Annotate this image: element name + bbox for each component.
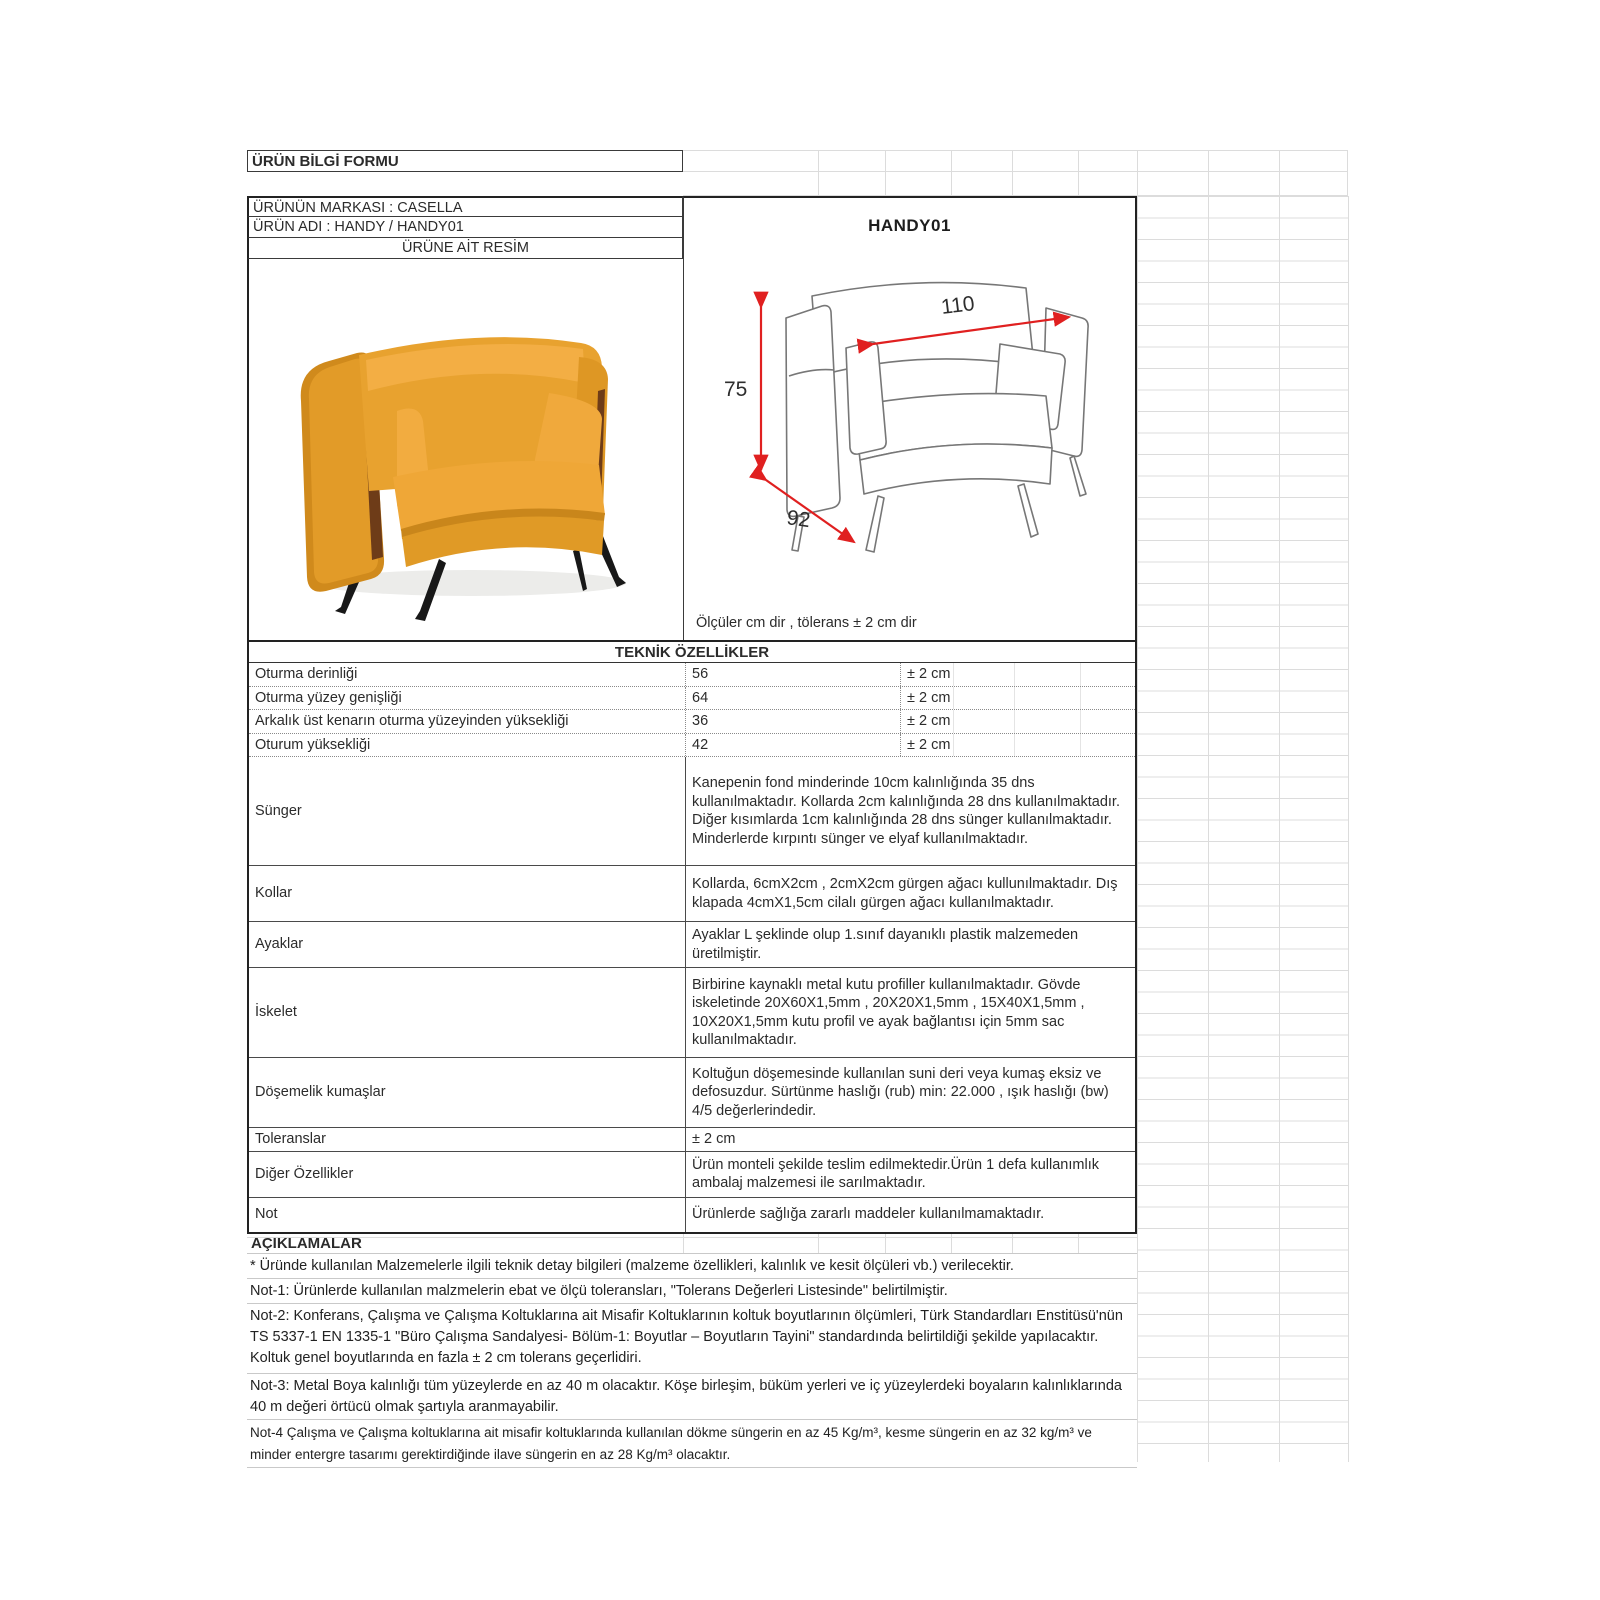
grid-top-strip — [683, 150, 1348, 196]
spec-row-label: Kollar — [255, 885, 293, 902]
spec-row-label: Toleranslar — [255, 1131, 326, 1147]
spec-row-value: Koltuğun döşemesinde kullanılan suni deri veya kumaş eksiz ve defosuzdur. Sürtünme haslığı (rub) min: 22.000 , ışık haslığı (bw) 4/5 değerlerindedir. — [685, 1058, 1135, 1127]
notes-title: AÇIKLAMALAR — [251, 1235, 362, 1252]
spec-row — [249, 1128, 1135, 1152]
note-item: Not-3: Metal Boya kalınlığı tüm yüzeylerde en az 40 m olacaktır. Köşe birleşim, büküm yerleri ve iç yüzeylerdeki boyaların kalınlıklarında 40 m değeri örtücü olmak şartıyla aranmayabilir. — [247, 1374, 1137, 1420]
spec-row-tolerance: ± 2 cm — [900, 734, 1135, 757]
tech-rows — [249, 663, 1135, 1232]
spec-row-value: 36 — [685, 710, 900, 733]
spec-row — [249, 968, 1135, 1058]
width-dim-label: 110 — [939, 292, 976, 319]
spec-row — [249, 687, 1135, 711]
spec-row-value: 42 — [685, 734, 900, 757]
spec-row-value: 56 — [685, 663, 900, 686]
product-name-label: ÜRÜN ADI : HANDY / HANDY01 — [247, 217, 683, 238]
spec-row — [249, 710, 1135, 734]
depth-dim-label: 92 — [785, 506, 812, 533]
spec-row-label: Sünger — [255, 802, 302, 819]
spec-row — [249, 663, 1135, 687]
armchair-photo — [249, 259, 683, 640]
note-item: * Üründe kullanılan Malzemelerle ilgili teknik detay bilgileri (malzeme özellikleri, kalınlık ve kesit ölçüleri vb.) verilecektir. — [247, 1254, 1137, 1279]
spec-row-value: Kollarda, 6cmX2cm , 2cmX2cm gürgen ağacı kullunılmaktadır. Dış klapada 4cmX1,5cm cilalı gürgen ağacı kullanılmaktadır. — [685, 866, 1135, 921]
spec-row-value: Birbirine kaynaklı metal kutu profiller kullanılmaktadır. Gövde iskeletinde 20X60X1,5mm , 20X20X1,5mm , 15X40X1,5mm , 10X20X1,5mm kutu profil ve ayak bağlantısı için 5mm sac kullanılmaktadır. — [685, 968, 1135, 1057]
sketch-armchair — [786, 283, 1088, 552]
spec-row-label: Oturum yüksekliği — [255, 736, 371, 753]
tech-section-title: TEKNİK ÖZELLİKLER — [249, 640, 1135, 663]
spec-row-value: ± 2 cm — [685, 1128, 1135, 1151]
image-caption: ÜRÜNE AİT RESİM — [247, 238, 683, 259]
spec-row-label: Not — [255, 1206, 278, 1223]
notes-list — [247, 1253, 1137, 1468]
spec-row-value: 64 — [685, 687, 900, 710]
grid-top-strip-lines — [683, 150, 1348, 196]
height-dim-label: 75 — [724, 378, 748, 401]
spec-row-value: Ürünlerde sağlığa zararlı maddeler kullanılmamaktadır. — [685, 1198, 1135, 1232]
spec-row-tolerance: ± 2 cm — [900, 710, 1135, 733]
form-title: ÜRÜN BİLGİ FORMU — [247, 150, 683, 172]
spec-row-label: Oturma derinliği — [255, 666, 358, 682]
dimension-diagram-cell — [683, 196, 1137, 640]
dimension-sketch — [694, 248, 1128, 608]
tech-table — [247, 640, 1137, 1234]
note-item: Not-4 Çalışma ve Çalışma koltuklarına ait misafir koltuklarında kullanılan dökme süngerin en az 45 Kg/m³, kesme süngerin en az 32 kg/m³ ve minder entergre tasarımı gerektirdiğinde ilave süngerin en az 28 Kg/m³ olacaktır. — [247, 1420, 1137, 1468]
spec-row-value: Ürün monteli şekilde teslim edilmektedir.Ürün 1 defa kullanımlık ambalaj malzemesi ile sarılmaktadır. — [685, 1152, 1135, 1197]
spec-row-label: Oturma yüzey genişliği — [255, 689, 402, 706]
diagram-note: Ölçüler cm dir , tölerans ± 2 cm dir — [696, 615, 917, 631]
spec-row-value: Kanepenin fond minderinde 10cm kalınlığında 35 dns kullanılmaktadır. Kollarda 2cm kalınlığında 28 dns kullanılmaktadır. Diğer kısımlarda 1cm kalınlığında 28 dns sünger kullanılmaktadır. Minderlerde kırpıntı sünger ve elyaf kullanılmaktadır. — [685, 757, 1135, 865]
brand-label: ÜRÜNÜN MARKASI : CASELLA — [247, 196, 683, 217]
spec-row — [249, 1058, 1135, 1128]
spec-row-label: İskelet — [255, 1004, 297, 1021]
spec-row — [249, 1152, 1135, 1198]
spec-row-label: Döşemelik kumaşlar — [255, 1084, 386, 1101]
spec-row-label: Arkalık üst kenarın oturma yüzeyinden yüksekliği — [255, 713, 569, 729]
spec-row-tolerance: ± 2 cm — [900, 663, 1135, 686]
spec-row-label: Ayaklar — [255, 936, 304, 953]
grid-right-strip — [1137, 196, 1349, 1462]
spec-row — [249, 1198, 1135, 1232]
note-item: Not-2: Konferans, Çalışma ve Çalışma Koltuklarına ait Misafir Koltuklarının koltuk boyutlarının ölçümleri, Türk Standardları Enstitüsü'nün TS 5337-1 EN 1335-1 "Büro Çalışma Sandalyesi- Bölüm-1: Boyutlar – Boyutların Tayini" standardında belirtildiği şekilde yapılacaktır. Koltuk genel boyutlarında en fazla ± 2 cm tolerans geçerlidiri. — [247, 1304, 1137, 1374]
spec-row — [249, 757, 1135, 866]
product-photo-cell — [247, 259, 683, 640]
spec-row — [249, 922, 1135, 968]
spec-row-value: Ayaklar L şeklinde olup 1.sınıf dayanıklı plastik malzemeden üretilmiştir. — [685, 922, 1135, 967]
spec-row — [249, 734, 1135, 758]
spec-row-tolerance: ± 2 cm — [900, 687, 1135, 710]
spec-row-label: Diğer Özellikler — [255, 1165, 354, 1182]
note-item: Not-1: Ürünlerde kullanılan malzmelerin ebat ve ölçü toleransları, "Tolerans Değerleri Listesinde" belirtilmiştir. — [247, 1279, 1137, 1304]
diagram-title: HANDY01 — [868, 216, 951, 235]
spec-row — [249, 866, 1135, 922]
